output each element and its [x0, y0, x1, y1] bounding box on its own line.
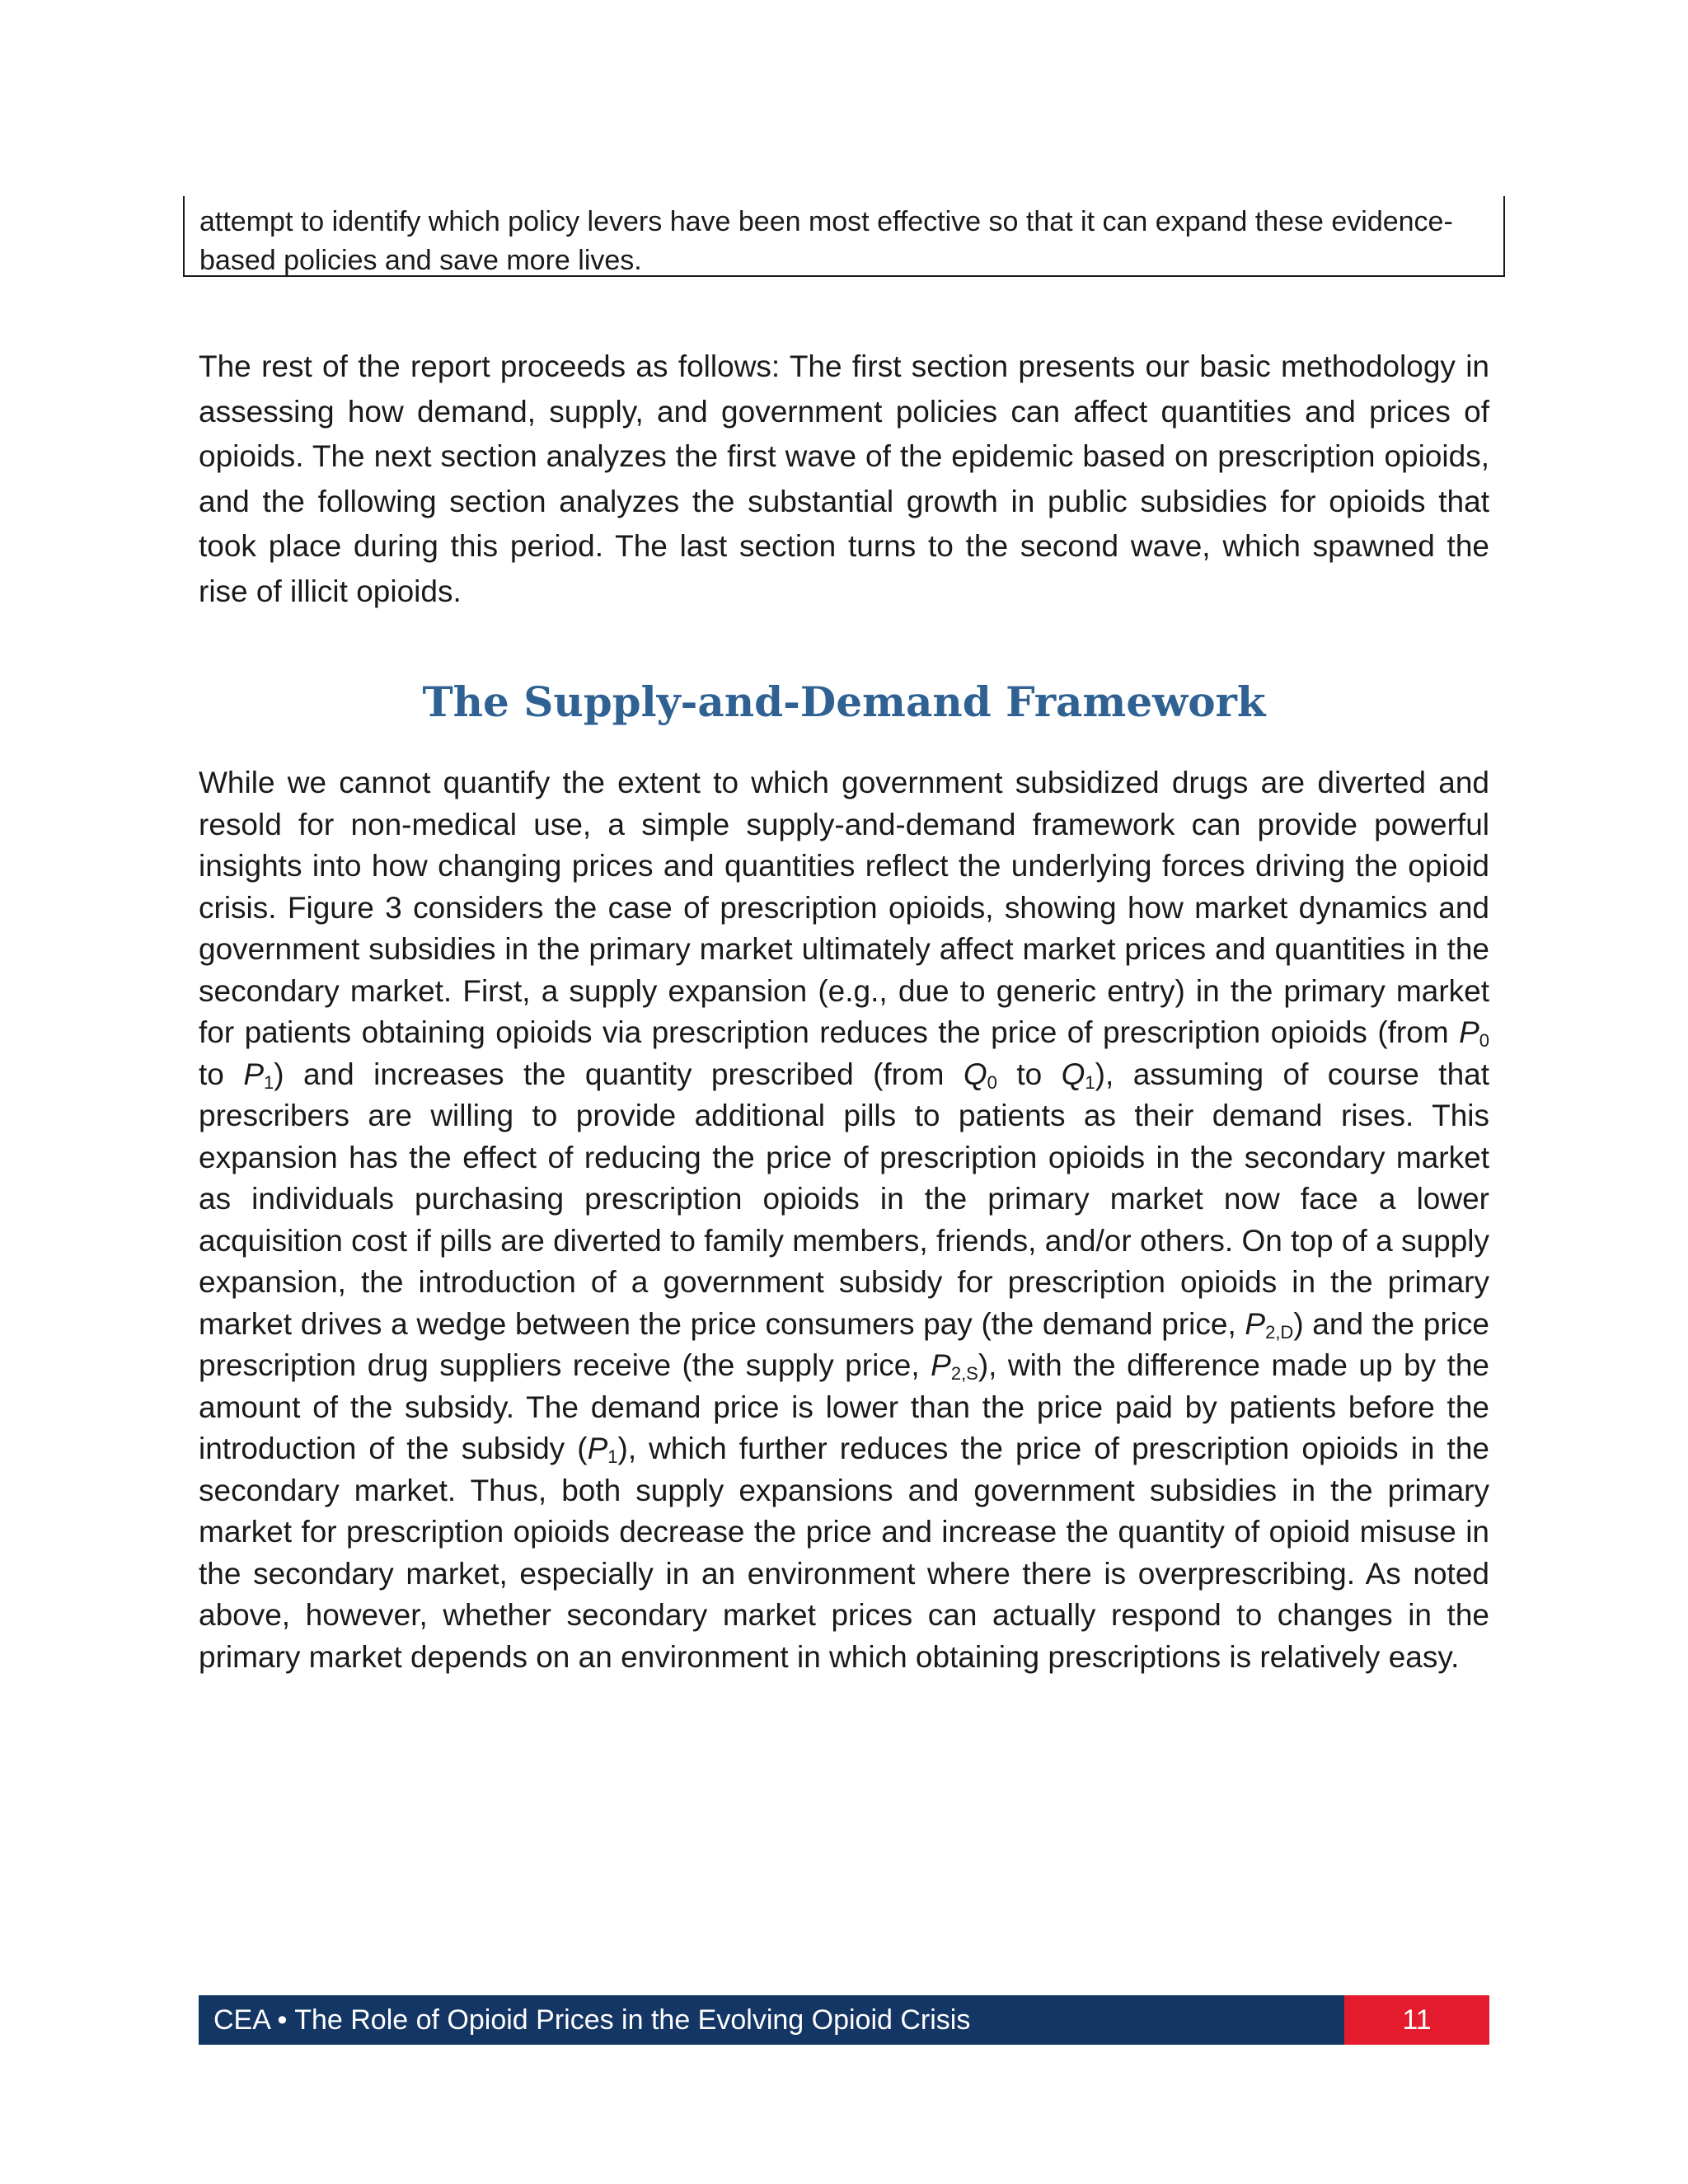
- callout-text: attempt to identify which policy levers have been most effective so that it can expand these evidence-based policies and save more lives.: [199, 206, 1453, 276]
- symbol-quantity: Q: [963, 1057, 987, 1091]
- framework-paragraph: [199, 762, 1489, 1678]
- paragraph-text: ), which further reduces the price of prescription opioids in the secondary market. Thus, both supply expansions and government subsidies in the primary market for prescription opioids decrease the price and increase the quantity of opioid misuse in the secondary market, especially in an environment where there is overprescribing. As noted above, however, whether secondary market prices can actually respond to changes in the primary market depends on an environment in which obtaining prescriptions is relatively easy.: [199, 1432, 1489, 1674]
- subscript: 0: [987, 1071, 997, 1093]
- subscript: 2,S: [950, 1363, 978, 1384]
- footer-bar: [199, 1995, 1489, 2045]
- subscript: 1: [1085, 1071, 1095, 1093]
- symbol-demand-price: P: [1245, 1306, 1266, 1341]
- symbol-price: P: [587, 1432, 608, 1465]
- subscript: 1: [607, 1446, 618, 1467]
- subscript: 1: [264, 1071, 274, 1093]
- section-heading: The Supply-and-Demand Framework: [422, 677, 1266, 726]
- symbol-quantity: Q: [1061, 1057, 1085, 1091]
- paragraph-text: to: [199, 1057, 244, 1091]
- intro-paragraph: The rest of the report proceeds as follows: The first section presents our basic methodology in assessing how demand, supply, and government policies can affect quantities and prices of opioids. The next section analyzes the first wave of the epidemic based on prescription opioids, and the following section analyzes the substantial growth in public subsidies for opioids that took place during this period. The last section turns to the second wave, which spawned the rise of illicit opioids.: [199, 349, 1489, 608]
- paragraph-text: While we cannot quantify the extent to which government subsidized drugs are diverted and resold for non-medical use, a simple supply-and-demand framework can provide powerful insights into how changing prices and quantities reflect the underlying forces driving the opioid crisis. Figure 3 considers the case of prescription opioids, showing how market dynamics and government subsidies in the primary market ultimately affect market prices and quantities in the secondary market. First, a supply expansion (e.g., due to generic entry) in the primary market for patients obtaining opioids via prescription reduces the price of prescription opioids (from: [199, 766, 1489, 1049]
- paragraph-text: ), assuming of course that prescribers are willing to provide additional pills to patients as their demand rises. This expansion has the effect of reducing the price of prescription opioids in the secondary market as individuals purchasing prescription opioids in the primary market now face a lower acquisition cost if pills are diverted to family members, friends, and/or others. On top of a supply expansion, the introduction of a government subsidy for prescription opioids in the primary market drives a wedge between the price consumers pay (the demand price,: [199, 1057, 1490, 1341]
- symbol-price: P: [1459, 1015, 1479, 1049]
- paragraph-text: ) and the price prescription drug suppliers receive (the supply price,: [199, 1306, 1489, 1382]
- paragraph-text: ), with the difference made up by the amount of the subsidy. The demand price is lower than the price paid by patients before the introduction of the subsidy (: [199, 1348, 1489, 1465]
- subscript: 2,D: [1265, 1321, 1294, 1343]
- page-number: 11: [1344, 1995, 1489, 2045]
- paragraph-text: to: [996, 1057, 1062, 1091]
- symbol-price: P: [243, 1057, 264, 1091]
- symbol-supply-price: P: [931, 1348, 951, 1382]
- paragraph-text: ) and increases the quantity prescribed (from: [274, 1057, 964, 1091]
- subscript: 0: [1479, 1030, 1489, 1051]
- footer-title: CEA • The Role of Opioid Prices in the Evolving Opioid Crisis: [213, 2004, 971, 2036]
- callout-box: [183, 196, 1505, 277]
